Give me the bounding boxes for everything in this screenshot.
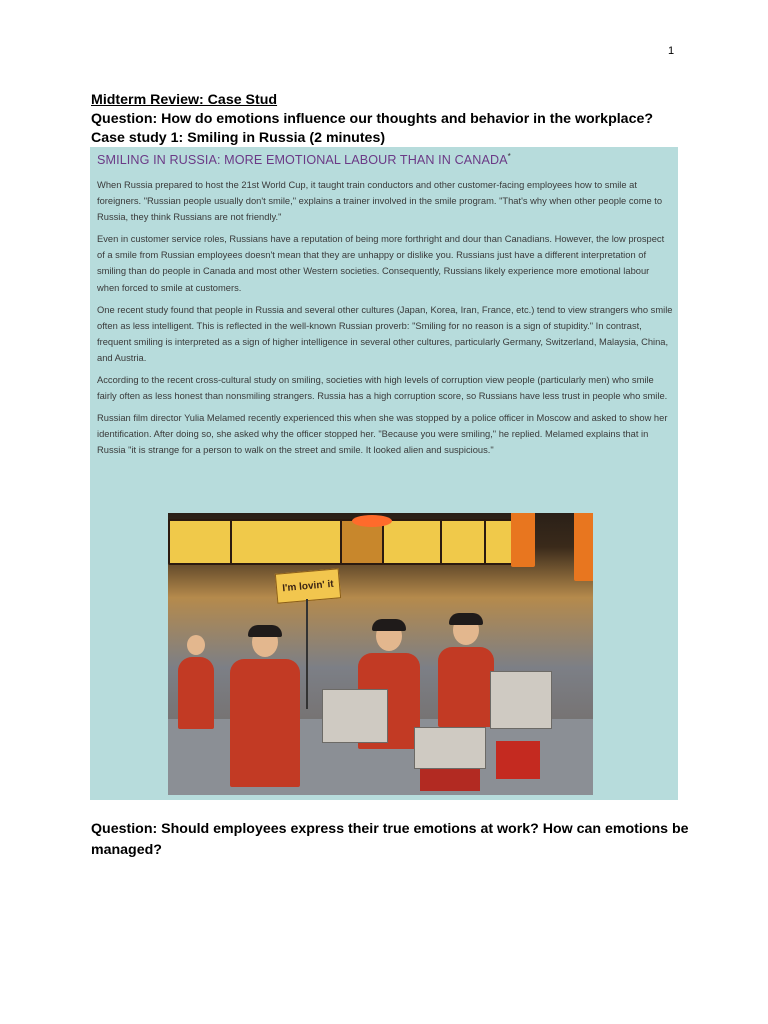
worker — [230, 625, 300, 787]
case-paragraph: When Russia prepared to host the 21st World Cup, it taught train conductors and other customer-facing employees how to smile at foreigners. "Russian people usually don't smile," explains a trainer involved in the smile program. "That's why when other people come to Russia, they think Russians are not friendly." — [97, 180, 663, 223]
cash-register — [322, 689, 388, 743]
document-title: Midterm Review: Case Stud — [91, 92, 278, 108]
case-paragraph: According to the recent cross-cultural study on smiling, societies with high levels of corruption view people (particularly men) who smile fairly often as less honest than nonsmiling strangers. Russia has a high corruption score, so Russians have less trust in people who smile. — [97, 375, 668, 402]
case-paragraphs — [97, 177, 673, 465]
red-tray — [420, 769, 480, 791]
menu-board — [382, 519, 442, 565]
worker — [178, 635, 214, 729]
case-title-mark: * — [507, 152, 511, 161]
case-paragraph: One recent study found that people in Russia and several other cultures (Japan, Korea, Iran, France, etc.) tend to view strangers who smile often as less intelligent. This is reflected in the well-known Russian proverb: "Smiling for no reason is a sign of stupidity." In contrast, frequent smiling is interpreted as a sign of higher intelligence in several other cultures, particularly Germany, Switzerland, Malaysia, China, and Austria. — [97, 304, 673, 363]
cash-register — [490, 671, 552, 729]
closing-question: Question: Should employees express their true emotions at work? How can emotions be managed? — [91, 821, 689, 858]
worker — [438, 613, 494, 727]
im-lovin-it-sign: I'm lovin' it — [275, 568, 341, 603]
document-header — [91, 91, 691, 148]
cash-register — [414, 727, 486, 769]
case-title-text: SMILING IN RUSSIA: MORE EMOTIONAL LABOUR THAN IN CANADA — [97, 153, 508, 168]
ceiling-lamp — [352, 515, 392, 527]
ceiling-lamp — [511, 513, 535, 567]
red-box — [496, 741, 540, 779]
ceiling-lamp — [574, 513, 593, 581]
menu-board — [230, 519, 342, 565]
fast-food-counter-photo — [168, 513, 593, 795]
case-paragraph: Even in customer service roles, Russians have a reputation of being more forthright and dour than Canadians. However, the low prospect of a smile from Russian employees doesn't mean that they are unhappy or dislike you. Russians just have a different interpretation of smiling than do people in Canada and most other Western societies. Consequently, Russians likely experience more emotional labour when forced to smile at customers. — [97, 234, 665, 293]
sign-pole — [306, 599, 308, 709]
case-study-heading: Case study 1: Smiling in Russia (2 minutes) — [91, 130, 386, 146]
page-number: 1 — [668, 45, 675, 57]
main-question: Question: How do emotions influence our thoughts and behavior in the workplace? — [91, 111, 654, 127]
case-title — [97, 152, 511, 167]
case-paragraph: Russian film director Yulia Melamed recently experienced this when she was stopped by a police officer in Moscow and asked to show her identification. After doing so, she asked why the officer stopped her. "Because you were smiling," he replied. Melamed explains that in Russia "it is strange for a person to walk on the street and smile. It looked alien and suspicious." — [97, 413, 668, 456]
menu-board — [440, 519, 486, 565]
case-study-box — [90, 147, 678, 800]
menu-board — [168, 519, 232, 565]
